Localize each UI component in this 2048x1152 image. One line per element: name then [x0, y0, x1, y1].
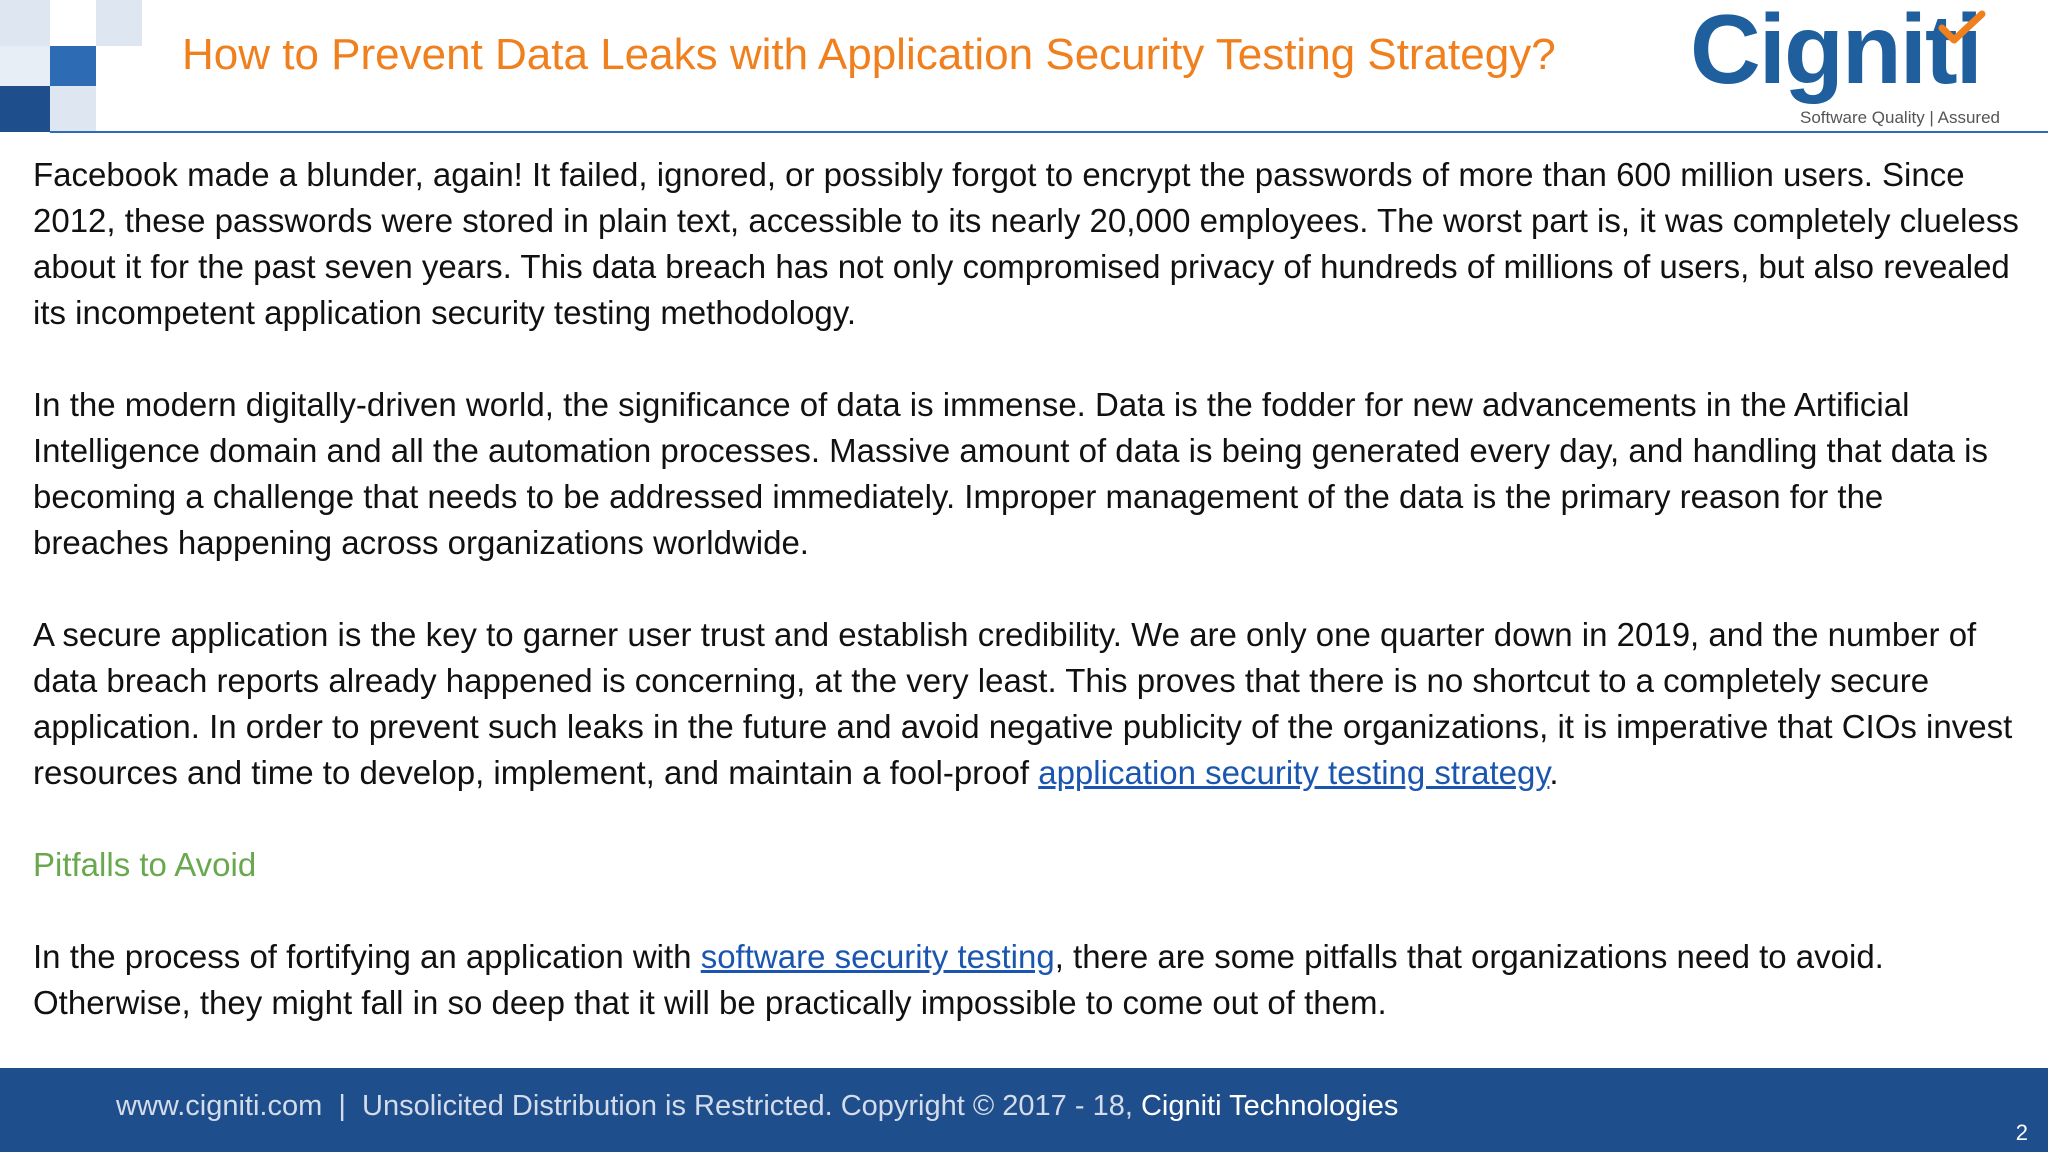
slide-body: [33, 152, 2023, 1072]
paragraph-text: .: [1549, 754, 1559, 791]
section-heading: Pitfalls to Avoid: [33, 846, 257, 883]
logo-tagline: Software Quality | Assured: [1799, 108, 2000, 127]
footer-copyright: www.cigniti.com | Unsolicited Distribution is Restricted. Copyright © 2017 - 18,: [116, 1090, 1141, 1122]
decor-square: [50, 86, 96, 132]
header-divider: [50, 131, 2048, 133]
paragraph: In the modern digitally-driven world, the significance of data is immense. Data is the fodder for new advancements in the Artificial Intelligence domain and all the automation processes. Massive amount of data is being generated every day, and handling that data is becoming a challenge that needs to be addressed immediately. Improper management of the data is the primary reason for the breaches happening across organizations worldwide.: [33, 386, 1988, 561]
footer-bar: [0, 1068, 2048, 1152]
page-number: 2: [2015, 1120, 2028, 1145]
decor-square: [50, 46, 96, 86]
decor-square: [0, 86, 50, 132]
paragraph: Facebook made a blunder, again! It failed, ignored, or possibly forgot to encrypt the passwords of more than 600 million users. Since 2012, these passwords were stored in plain text, accessible to its nearly 20,000 employees. The worst part is, it was completely clueless about it for the past seven years. This data breach has not only compromised privacy of hundreds of millions of users, but also revealed its incompetent application security testing methodology.: [33, 156, 2019, 331]
cigniti-logo: [1690, 0, 2010, 130]
paragraph-text: In the process of fortifying an application with: [33, 938, 701, 975]
footer-text: [116, 1090, 1398, 1123]
footer-brand: Cigniti Technologies: [1140, 1090, 1399, 1122]
paragraph: [33, 612, 2023, 796]
checkmark-icon: [1938, 10, 1986, 50]
paragraph: [33, 934, 2023, 1026]
app-security-testing-link[interactable]: application security testing strategy: [1038, 754, 1550, 791]
decor-square: [96, 0, 142, 46]
paragraph-text: A secure application is the key to garner user trust and establish credibility. We are only one quarter down in 2019, and the number of data breach reports already happened is concerning, at the very least. This proves that there is no shortcut to a completely secure application. In order to prevent such leaks in the future and avoid negative publicity of the organizations, it is imperative that CIOs invest resources and time to develop, implement, and maintain a fool-proof: [33, 616, 2013, 791]
decor-square: [0, 0, 50, 46]
logo-wordmark: Cigniti: [1690, 0, 1981, 104]
software-security-testing-link[interactable]: software security testing: [700, 938, 1055, 975]
slide-title: How to Prevent Data Leaks with Application Security Testing Strategy?: [182, 30, 1556, 79]
decor-square: [0, 46, 50, 86]
paragraph-text: , there are some pitfalls that organizations need to avoid. Otherwise, they might fall in so deep that it will be practically impossible to come out of them.: [33, 938, 1884, 1021]
